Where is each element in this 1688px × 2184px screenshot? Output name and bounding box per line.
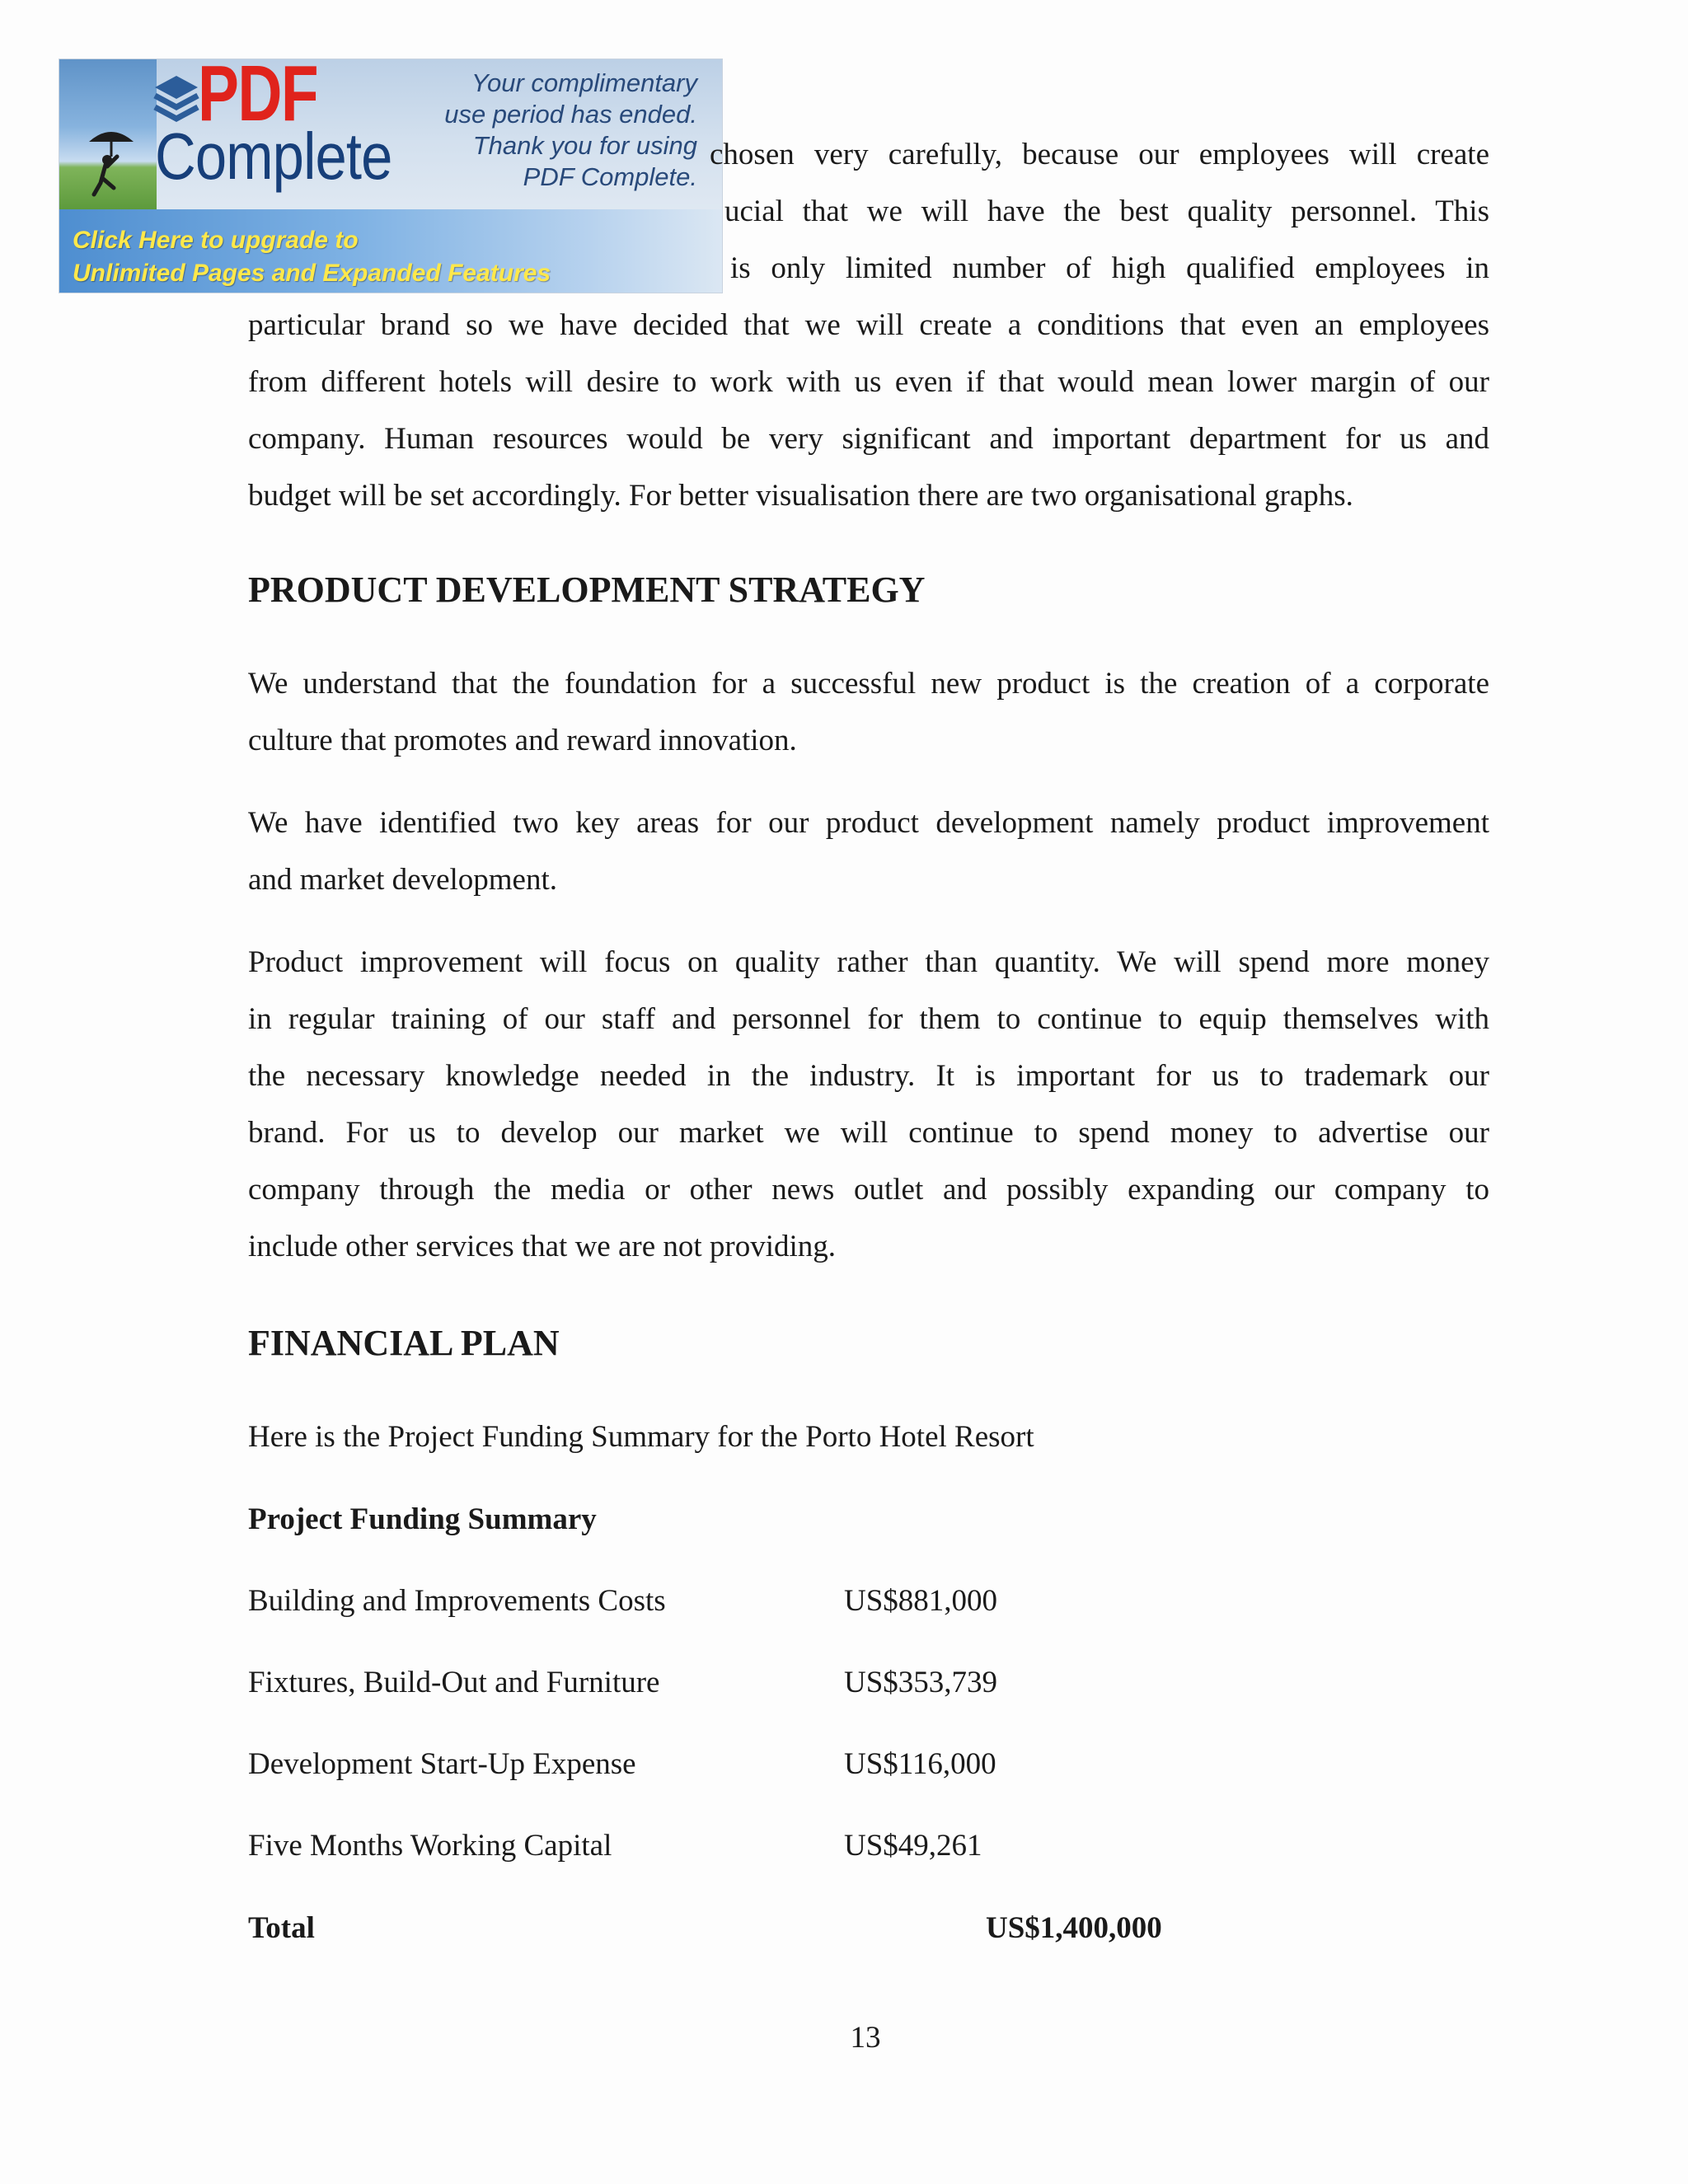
text-line: include other services that we are not providing. <box>248 1230 837 1263</box>
row-label: Five Months Working Capital <box>248 1829 612 1863</box>
row-value: US$881,000 <box>844 1584 998 1618</box>
row-label: Development Start-Up Expense <box>248 1747 636 1781</box>
text-line: brand. For us to develop our market we will continue to spend money to advertise our <box>248 1116 1489 1150</box>
text-line: chosen very carefully, because our employees will create <box>710 138 1489 171</box>
upgrade-link[interactable] <box>73 224 551 290</box>
text-line: ucial that we will have the best quality personnel. This <box>724 194 1489 228</box>
text-line: from different hotels will desire to work with us even if that would mean lower margin of our <box>248 365 1489 399</box>
total-label: Total <box>248 1911 315 1945</box>
pdf-complete-upgrade-banner[interactable] <box>59 59 722 293</box>
row-label: Fixtures, Build-Out and Furniture <box>248 1666 660 1699</box>
row-value: US$116,000 <box>844 1747 996 1781</box>
text-line: Product improvement will focus on quality rather than quantity. We will spend more money <box>248 945 1489 979</box>
section-heading-financial-plan: FINANCIAL PLAN <box>248 1323 560 1363</box>
financial-intro: Here is the Project Funding Summary for the Porto Hotel Resort <box>248 1420 1034 1454</box>
row-label: Building and Improvements Costs <box>248 1584 666 1618</box>
text-line: is only limited number of high qualified employees in <box>730 251 1489 285</box>
upgrade-line: Click Here to upgrade to <box>73 227 359 254</box>
text-line: company. Human resources would be very significant and important department for us and <box>248 422 1489 456</box>
logo-pdf-text: PDF <box>198 59 318 138</box>
page-number: 13 <box>850 2021 881 2055</box>
section-heading-product-development: PRODUCT DEVELOPMENT STRATEGY <box>248 569 926 610</box>
text-line: budget will be set accordingly. For better visualisation there are two organisational graphs. <box>248 479 1353 513</box>
text-line: We have identified two key areas for our product development namely product improvement <box>248 806 1489 840</box>
row-value: US$353,739 <box>844 1666 998 1699</box>
text-line: particular brand so we have decided that we will create a conditions that even an employees <box>248 308 1489 342</box>
text-line: and market development. <box>248 863 558 897</box>
promo-line: use period has ended. <box>444 100 697 129</box>
promo-message <box>351 68 697 193</box>
total-value: US$1,400,000 <box>986 1911 1162 1945</box>
promo-line: Your complimentary <box>471 68 697 97</box>
banner-photo <box>59 59 157 209</box>
promo-line: PDF Complete. <box>523 162 697 191</box>
row-value: US$49,261 <box>844 1829 982 1863</box>
umbrella-figure-icon <box>82 124 140 198</box>
text-line: culture that promotes and reward innovation. <box>248 724 797 757</box>
promo-line: Thank you for using <box>472 131 697 160</box>
upgrade-line: Unlimited Pages and Expanded Features <box>73 260 551 287</box>
text-line: in regular training of our staff and personnel for them to continue to equip themselves with <box>248 1002 1489 1036</box>
text-line: the necessary knowledge needed in the industry. It is important for us to trademark our <box>248 1059 1489 1093</box>
funding-summary-title: Project Funding Summary <box>248 1502 597 1536</box>
logo-complete-text: Complete <box>155 120 392 193</box>
text-line: We understand that the foundation for a successful new product is the creation of a corporate <box>248 667 1489 701</box>
text-line: company through the media or other news outlet and possibly expanding our company to <box>248 1173 1489 1207</box>
